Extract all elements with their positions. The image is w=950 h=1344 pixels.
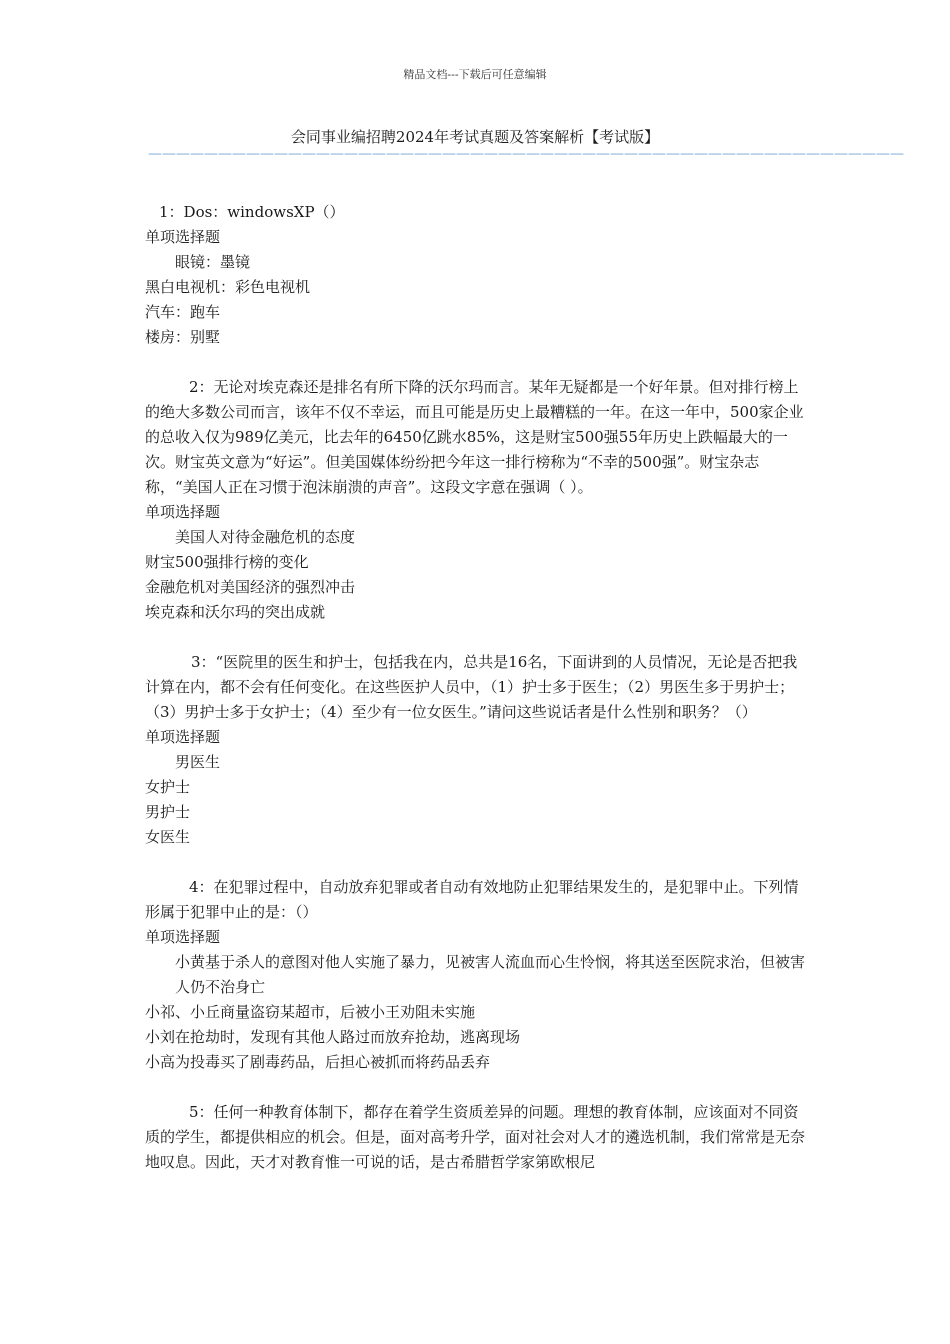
question-stem: 3：“医院里的医生和护士，包括我在内，总共是16名，下面讲到的人员情况，无论是否把我计算在内，都不会有任何变化。在这些医护人员中，（1）护士多于医生；（2）男医生多于男护士；（3）男护士多于女护士；（4）至少有一位女医生。”请问这些说话者是什么性别和职务？（）: [145, 653, 798, 721]
question-list: [145, 200, 810, 1200]
answer-option: 小刘在抢劫时，发现有其他人路过而放弃抢劫，逃离现场: [145, 1028, 521, 1046]
question-stem: 4：在犯罪过程中，自动放弃犯罪或者自动有效地防止犯罪结果发生的，是犯罪中止。下列情形属于犯罪中止的是：（）: [145, 878, 799, 921]
question-type: 单项选择题: [145, 928, 221, 946]
answer-option: 男医生: [175, 753, 221, 771]
answer-option: 汽车：跑车: [145, 303, 221, 321]
page-header: 精品文档---下载后可任意编辑: [403, 68, 547, 81]
question-type: 单项选择题: [145, 728, 221, 746]
title-divider: ——————————————————————————————————————————————————————: [148, 146, 904, 162]
question-stem: 1：Dos：windowsXP（）: [159, 203, 345, 221]
answer-option: 楼房：别墅: [145, 328, 221, 346]
answer-option: 小祁、小丘商量盗窃某超市，后被小王劝阻未实施: [145, 1003, 476, 1021]
answer-option: 男护士: [145, 803, 191, 821]
answer-option: 女护士: [145, 778, 191, 796]
answer-option: 小黄基于杀人的意图对他人实施了暴力，见被害人流血而心生怜悯，将其送至医院求治，但被害人仍不治身亡: [175, 953, 806, 996]
answer-option: 金融危机对美国经济的强烈冲击: [145, 578, 356, 596]
answer-option: 女医生: [145, 828, 191, 846]
question-type: 单项选择题: [145, 503, 221, 521]
document-title: 会同事业编招聘2024年考试真题及答案解析【考试版】: [290, 128, 660, 146]
answer-option: 小高为投毒买了剧毒药品，后担心被抓而将药品丢弃: [145, 1053, 491, 1071]
answer-option: 财宝500强排行榜的变化: [145, 553, 309, 571]
answer-option: 美国人对待金融危机的态度: [175, 528, 356, 546]
question-stem: 5：任何一种教育体制下，都存在着学生资质差异的问题。理想的教育体制，应该面对不同资质的学生，都提供相应的机会。但是，面对高考升学，面对社会对人才的遴选机制，我们常常是无奈地叹息。因此，天才对教育惟一可说的话，是古希腊哲学家第欧根尼: [145, 1103, 806, 1171]
question-block: [145, 375, 810, 625]
question-block: [145, 650, 810, 850]
question-block: [145, 200, 810, 350]
answer-option: 埃克森和沃尔玛的突出成就: [145, 603, 326, 621]
question-stem: 2：无论对埃克森还是排名有所下降的沃尔玛而言。某年无疑都是一个好年景。但对排行榜上的绝大多数公司而言，该年不仅不幸运，而且可能是历史上最糟糕的一年。在这一年中，500家企业的总收入仅为989亿美元，比去年的6450亿跳水85%，这是财宝500强55年历史上跌幅最大的一次。财宝英文意为“好运”。但美国媒体纷纷把今年这一排行榜称为“不幸的500强”。财宝杂志称，“美国人正在习惯于泡沫崩溃的声音”。这段文字意在强调（ ）。: [145, 378, 804, 496]
answer-option: 黑白电视机：彩色电视机: [145, 278, 311, 296]
question-block: [145, 1100, 810, 1175]
question-type: 单项选择题: [145, 228, 221, 246]
answer-option: 眼镜：墨镜: [175, 253, 251, 271]
question-block: [145, 875, 810, 1075]
